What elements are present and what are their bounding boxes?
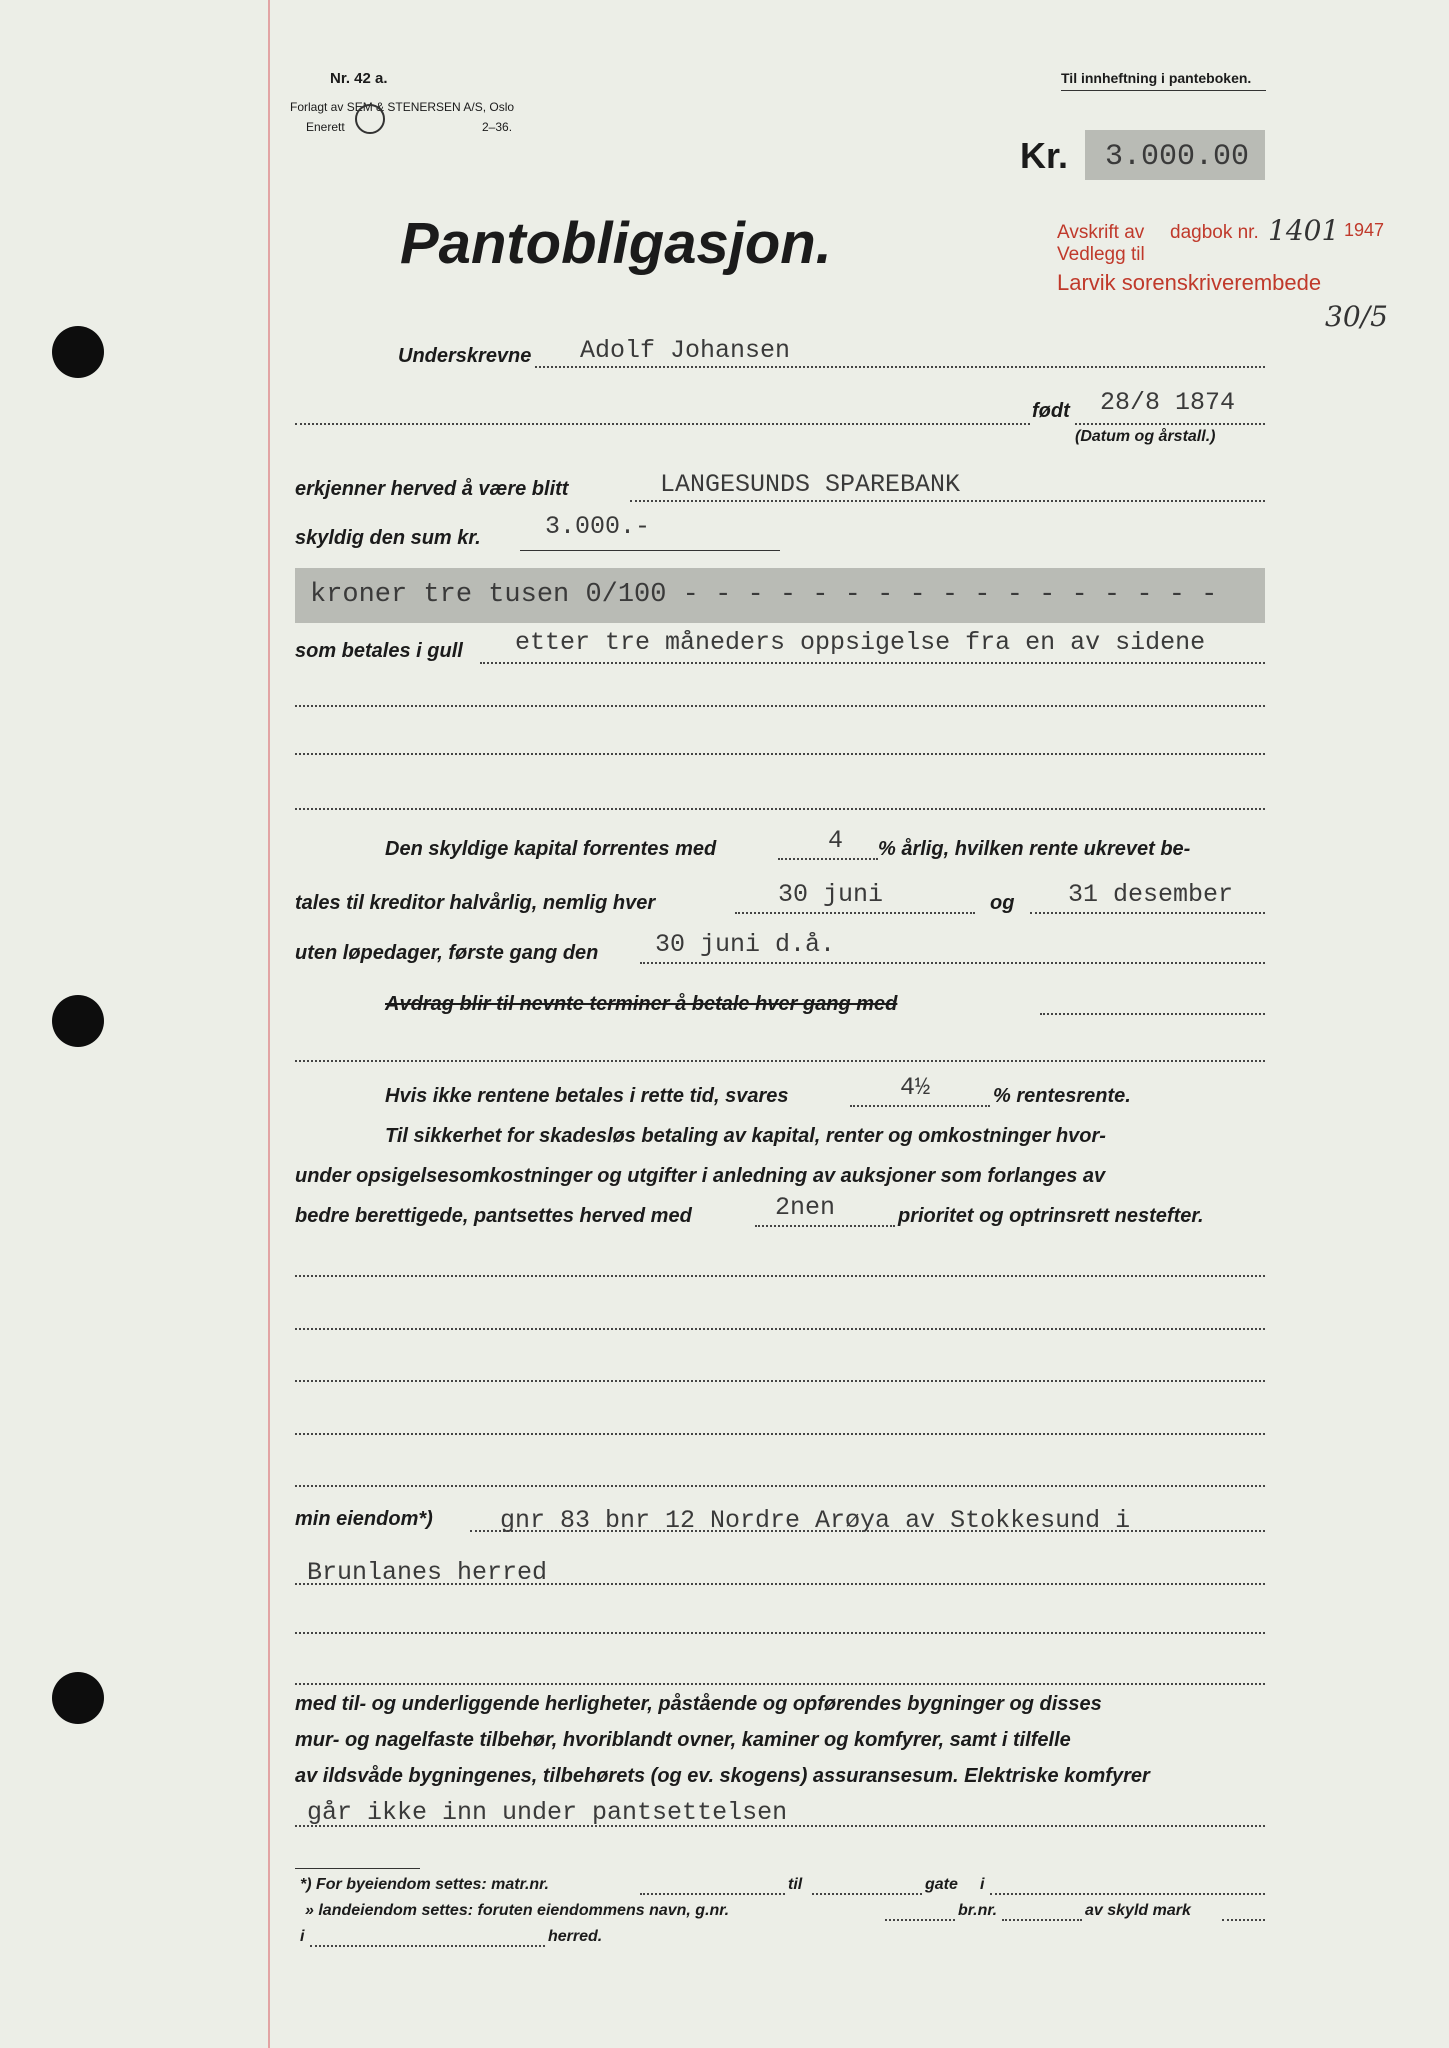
footnote-rule <box>295 1868 420 1869</box>
appurtenances-line-4: går ikke inn under pantsettelsen <box>307 1798 788 1827</box>
avdrag-struck-text: Avdrag blir til nevnte terminer å betale hver gang med <box>385 993 898 1015</box>
top-right-note: Til innheftning i panteboken. <box>1061 70 1252 86</box>
property-description-1: gnr 83 bnr 12 Nordre Arøya av Stokkesund i <box>500 1506 1131 1535</box>
punch-hole-middle <box>52 995 104 1047</box>
footnote-1-dots-b <box>812 1893 922 1895</box>
stamp-office: Larvik sorenskriverembede <box>1057 270 1322 295</box>
blank-line-5 <box>295 1275 1265 1277</box>
born-label: født <box>1032 400 1070 422</box>
top-right-underline <box>1061 90 1266 91</box>
stamp-line-2: Vedlegg til <box>1057 244 1145 265</box>
undersigned-label: Underskrevne <box>398 345 532 367</box>
security-text-1: Til sikkerhet for skadesløs betaling av kapital, renter og omkostninger hvor- <box>385 1125 1106 1147</box>
blank-line-11 <box>295 1683 1265 1685</box>
security-text-2: under opsigelsesomkostninger og utgifter i anledning av auksjoner som forlanges av <box>295 1165 1106 1187</box>
priority-line <box>755 1225 895 1227</box>
default-rate-line <box>850 1105 990 1107</box>
born-line <box>1075 423 1265 425</box>
avdrag-line <box>1040 1013 1265 1015</box>
blank-line-9 <box>295 1485 1265 1487</box>
blank-line-10 <box>295 1632 1265 1634</box>
appurtenances-line-3: av ildsvåde bygningenes, tilbehørets (og ev. skogens) assuransesum. Elektriske komfyrer <box>295 1765 1150 1787</box>
appurtenances-line-2: mur- og nagelfaste tilbehør, hvoriblandt ovner, kaminer og komfyrer, samt i tilfelle <box>295 1729 1071 1751</box>
footnote-2-dots-b <box>1002 1919 1082 1921</box>
dagbok-number: 1401 <box>1268 214 1340 247</box>
priority-value: 2nen <box>775 1193 836 1222</box>
blank-line-4 <box>295 1060 1265 1062</box>
handwritten-date: 30/5 <box>1325 300 1388 333</box>
creditor-name: LANGESUNDS SPAREBANK <box>660 470 961 499</box>
footnote-1-til: til <box>788 1876 803 1893</box>
sum-in-words: kroner tre tusen 0/100 - - - - - - - - - - - - - - - - - <box>310 580 1218 610</box>
blank-line-2 <box>295 753 1265 755</box>
undersigned-line <box>535 366 1265 368</box>
footnote-1a: *) For byeiendom settes: matr.nr. <box>300 1876 549 1893</box>
blank-line-6 <box>295 1328 1265 1330</box>
interest-date-2: 31 desember <box>1068 880 1234 909</box>
footnote-2a: » landeiendom settes: foruten eiendommens navn, g.nr. <box>305 1902 730 1919</box>
default-rate: 4½ <box>900 1073 931 1102</box>
publisher-enerett: Enerett <box>306 120 345 134</box>
interest-rate: 4 <box>828 826 844 855</box>
document-title: Pantobligasjon. <box>400 211 832 276</box>
sum-label: skyldig den sum kr. <box>295 527 481 549</box>
footnote-1-i: i <box>980 1876 985 1893</box>
appurtenances-line-1: med til- og underliggende herligheter, påstående og opførendes bygninger og disses <box>295 1693 1102 1715</box>
date1-line <box>735 912 975 914</box>
property-description-2: Brunlanes herred <box>307 1558 548 1587</box>
interest-text-1a: Den skyldige kapital forrentes med <box>385 838 717 860</box>
born-hint: (Datum og årstall.) <box>1075 428 1216 445</box>
first-payment-date: 30 juni d.å. <box>655 930 836 959</box>
paid-line <box>480 662 1265 664</box>
footnote-1-dots-a <box>640 1893 785 1895</box>
undersigned-name: Adolf Johansen <box>580 336 791 365</box>
punch-hole-bottom <box>52 1672 104 1724</box>
interest-date-1: 30 juni <box>778 880 884 909</box>
footnote-2-dots-c <box>1222 1919 1265 1921</box>
creditor-line <box>630 500 1265 502</box>
amount-value: 3.000.00 <box>1105 140 1250 174</box>
footnote-2-dots-a <box>885 1919 955 1921</box>
born-date: 28/8 1874 <box>1100 388 1236 417</box>
amount-kr-label: Kr. <box>1020 135 1069 176</box>
footnote-3-herred: herred. <box>548 1928 603 1945</box>
paid-label: som betales i gull <box>295 640 463 662</box>
publisher-line: Forlagt av SEM & STENERSEN A/S, Oslo <box>290 100 515 114</box>
stamp-year: 1947 <box>1344 220 1385 240</box>
footnote-2-brnr: br.nr. <box>958 1902 998 1919</box>
security-text-3b: prioritet og optrinsrett nestefter. <box>898 1205 1204 1227</box>
creditor-label: erkjenner herved å være blitt <box>295 478 569 500</box>
footnote-1-gate: gate <box>925 1876 958 1893</box>
blank-line-pre-born <box>295 423 1030 425</box>
footnote-3-dots <box>310 1945 545 1947</box>
blank-line-7 <box>295 1380 1265 1382</box>
rate-line <box>778 858 878 860</box>
publisher-date: 2–36. <box>482 120 513 134</box>
footnote-1-dots-c <box>990 1893 1265 1895</box>
form-number: Nr. 42 a. <box>330 70 388 87</box>
paid-terms: etter tre måneders oppsigelse fra en av sidene <box>515 628 1206 657</box>
punch-hole-top <box>52 326 104 378</box>
publisher-seal <box>355 104 385 134</box>
security-text-3a: bedre berettigede, pantsettes herved med <box>295 1205 692 1227</box>
default-text-a: Hvis ikke rentene betales i rette tid, svares <box>385 1085 789 1107</box>
default-text-b: % rentesrente. <box>993 1085 1131 1107</box>
first-date-line <box>640 962 1265 964</box>
stamp-line-1: Avskrift av <box>1057 222 1145 243</box>
blank-line-1 <box>295 705 1265 707</box>
sum-line <box>520 550 780 551</box>
interest-text-3a: uten løpedager, første gang den <box>295 942 599 964</box>
footnote-2-skyld: av skyld mark <box>1085 1902 1191 1919</box>
date2-line <box>1030 912 1265 914</box>
stamp-dagbok-label: dagbok nr. <box>1170 222 1259 243</box>
interest-text-1b: % årlig, hvilken rente ukrevet be- <box>878 838 1191 860</box>
footnote-3-i: i <box>300 1928 305 1945</box>
sum-amount: 3.000.- <box>545 512 651 541</box>
property-label: min eiendom*) <box>295 1508 433 1530</box>
blank-line-3 <box>295 808 1265 810</box>
blank-line-8 <box>295 1433 1265 1435</box>
interest-og: og <box>990 892 1015 914</box>
red-margin-line <box>268 0 270 2048</box>
interest-text-2a: tales til kreditor halvårlig, nemlig hver <box>295 892 656 914</box>
